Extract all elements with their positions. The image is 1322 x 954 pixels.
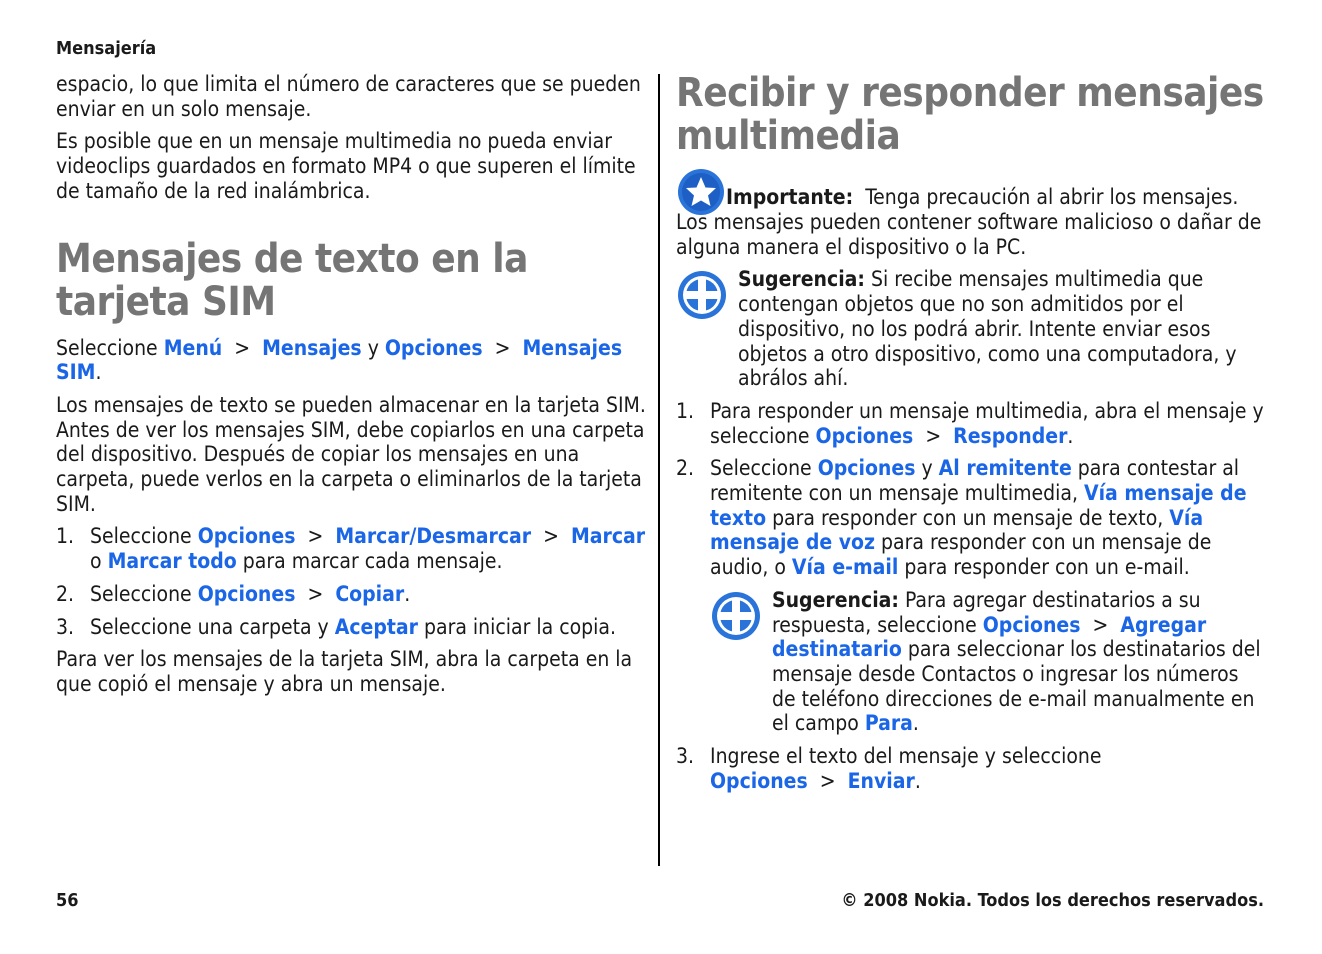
step-number: 3.	[676, 744, 695, 769]
storage-paragraph: Los mensajes de texto se pueden almacenar en la tarjeta SIM. Antes de ver los mensajes SIM, debe copiarlos en una carpeta del dispositivo. Después de copiar los mensajes en una carpeta, puede verlos en la carpeta o eliminarlos de la tarjeta SIM.	[56, 392, 646, 516]
plus-icon	[710, 590, 762, 648]
aceptar-link[interactable]: Aceptar	[334, 614, 418, 639]
enviar-link[interactable]: Enviar	[847, 768, 915, 793]
sim-steps-list	[56, 524, 646, 639]
opciones-link[interactable]: Opciones	[815, 423, 914, 448]
copyright: © 2008 Nokia. Todos los derechos reservados.	[841, 890, 1264, 911]
important-text: Tenga precaución al abrir los mensajes. Los mensajes pueden contener software malicioso o dañar de alguna manera el dispositivo o la PC.	[676, 185, 1262, 259]
opciones-link[interactable]: Opciones	[197, 524, 296, 549]
text: para responder con un mensaje de audio, o	[710, 530, 1212, 580]
text: para iniciar la copia.	[424, 614, 616, 639]
sim-select-path	[56, 336, 646, 385]
column-divider	[658, 74, 660, 866]
separator: >	[819, 768, 836, 793]
outro-paragraph: Para ver los mensajes de la tarjeta SIM, abra la carpeta en la que copió el mensaje y abra un mensaje.	[56, 647, 633, 696]
sim-section-heading: Mensajes de texto en la tarjeta SIM	[56, 235, 528, 325]
text: Para responder un mensaje multimedia, abra el mensaje y seleccione	[710, 398, 1264, 448]
tip-text: Si recibe mensajes multimedia que contengan objetos que no son admitidos por el dispositivo, no los podrá abrir. Intente enviar esos objetos a otro dispositivo, como una computadora, y abrálos ahí.	[738, 267, 1237, 391]
via-email-link[interactable]: Vía e-mail	[791, 555, 899, 580]
list-item	[56, 524, 646, 573]
opciones-link[interactable]: Opciones	[384, 335, 483, 360]
text: .	[912, 711, 919, 736]
marcar-desmarcar-link[interactable]: Marcar/Desmarcar	[335, 524, 532, 549]
tip-note	[710, 588, 1268, 736]
text: para marcar cada mensaje.	[242, 549, 503, 574]
text: Seleccione	[56, 335, 158, 360]
via-mensaje-voz-link[interactable]: Vía mensaje de voz	[710, 505, 1204, 555]
text: Seleccione	[90, 581, 192, 606]
text: .	[404, 581, 411, 606]
right-column	[676, 72, 1268, 801]
step-number: 2.	[676, 456, 695, 481]
text: .	[914, 768, 921, 793]
list-item	[676, 744, 1268, 793]
text: y	[921, 456, 933, 481]
tip-label: Sugerencia:	[772, 587, 899, 612]
opciones-link[interactable]: Opciones	[982, 612, 1081, 637]
menu-link[interactable]: Menú	[163, 335, 223, 360]
text: para responder con un e-mail.	[904, 555, 1190, 580]
text: para responder con un mensaje de texto,	[772, 505, 1164, 530]
step-number: 1.	[56, 524, 75, 549]
opciones-link[interactable]: Opciones	[197, 581, 296, 606]
tip-note	[676, 267, 1268, 391]
text: Para agregar destinatarios a su respuesta, seleccione	[772, 587, 1201, 637]
agregar-destinatario-link[interactable]: Agregar destinatario	[772, 612, 1207, 662]
opciones-link[interactable]: Opciones	[710, 768, 808, 793]
list-item	[676, 399, 1268, 448]
text: Seleccione	[90, 524, 192, 549]
plus-icon	[676, 269, 728, 325]
step-number: 2.	[56, 581, 75, 606]
text: para contestar al remitente con un mensaje multimedia,	[710, 456, 1240, 506]
tip-label: Sugerencia:	[738, 267, 865, 292]
text: .	[1067, 423, 1074, 448]
list-item	[676, 456, 1268, 736]
list-item	[56, 582, 646, 607]
important-note	[676, 168, 1268, 259]
text: para seleccionar los destinatarios del mensaje desde Contactos o ingresar los números de teléfono direcciones de e-mail manualmente en el campo	[772, 637, 1261, 736]
mensajes-sim-link[interactable]: Mensajes SIM	[56, 335, 623, 385]
text: o	[90, 549, 102, 574]
copiar-link[interactable]: Copiar	[335, 581, 405, 606]
opciones-link[interactable]: Opciones	[817, 456, 916, 481]
intro-paragraph-1: espacio, lo que limita el número de caracteres que se pueden enviar en un solo mensaje.	[56, 72, 641, 121]
left-column	[56, 72, 646, 705]
step-number: 1.	[676, 398, 695, 423]
via-mensaje-texto-link[interactable]: Vía mensaje de texto	[710, 481, 1247, 530]
important-label: Importante:	[726, 185, 854, 210]
text: Ingrese el texto del mensaje y seleccione	[710, 744, 1102, 769]
list-item	[56, 615, 646, 640]
text: Seleccione	[710, 456, 812, 481]
step-number: 3.	[56, 614, 75, 639]
responder-link[interactable]: Responder	[953, 423, 1068, 448]
para-link[interactable]: Para	[864, 711, 913, 736]
separator: >	[307, 524, 324, 549]
al-remitente-link[interactable]: Al remitente	[938, 456, 1072, 481]
separator: >	[307, 581, 324, 606]
star-icon	[676, 168, 726, 216]
separator: >	[1092, 612, 1109, 637]
text: .	[95, 360, 102, 385]
marcar-todo-link[interactable]: Marcar todo	[107, 549, 237, 574]
mensajes-link[interactable]: Mensajes	[262, 335, 362, 360]
marcar-link[interactable]: Marcar	[570, 524, 646, 549]
section-title: Mensajería	[56, 38, 157, 59]
separator: >	[234, 335, 251, 360]
separator: >	[925, 423, 942, 448]
text: Seleccione una carpeta y	[90, 614, 329, 639]
page-number: 56	[56, 890, 79, 911]
text: y	[367, 335, 379, 360]
mms-steps-list	[676, 399, 1268, 794]
separator: >	[543, 524, 559, 549]
mms-section-heading: Recibir y responder mensajes multimedia	[676, 70, 1264, 159]
intro-paragraph-2: Es posible que en un mensaje multimedia no pueda enviar videoclips guardados en formato MP4 o que superen el límite de tamaño de la red inalámbrica.	[56, 129, 636, 203]
separator: >	[494, 335, 511, 360]
